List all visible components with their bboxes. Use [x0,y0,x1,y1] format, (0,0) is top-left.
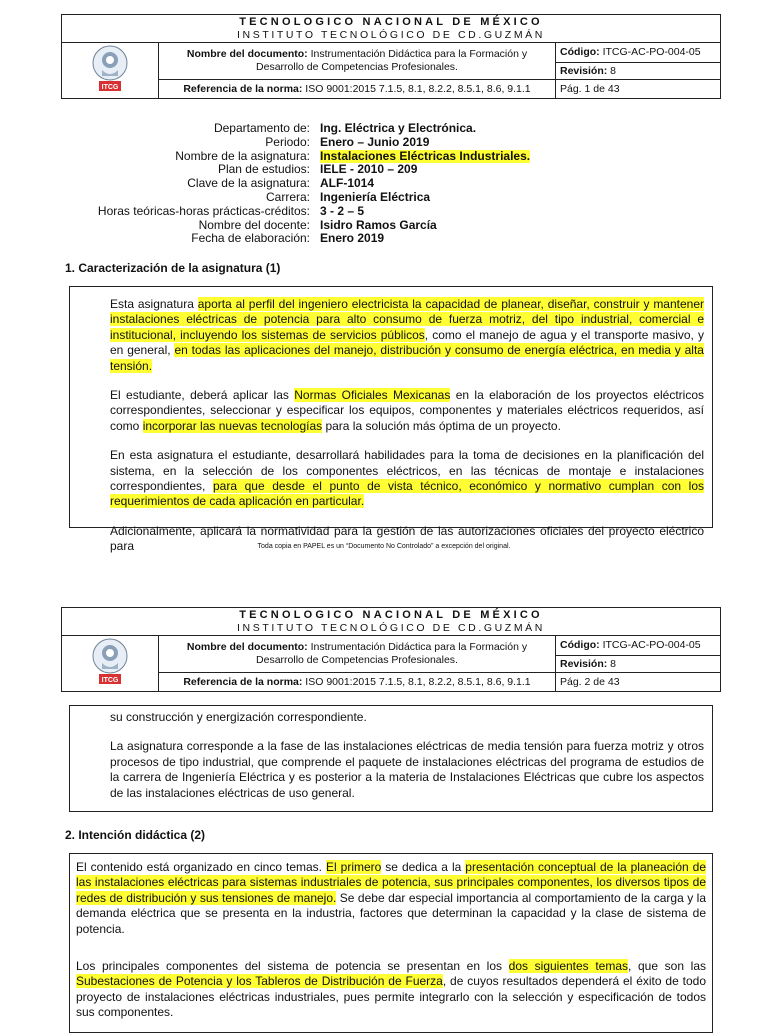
info-row [0,191,768,205]
paragraph: Esta asignatura aporta al perfil del ingeniero electricista la capacidad de planear, diseñar, construir y mantener instalaciones eléctricas de potencia para alto consumo de fuerza motriz, del tipo industrial, comercial e institucional, incluyendo los sistemas de servicios públicos, como el manejo de agua y el transporte masivo, y en general, en todas las aplicaciones del manejo, distribución y consumo de energía eléctrica, en media y alta tensión. [110,297,705,373]
info-value: Ingeniería Eléctrica [320,189,431,204]
norm-reference-cell [159,80,556,99]
document-name-value: Instrumentación Didáctica para la Formación y Desarrollo de Competencias Profesionales. [256,48,528,74]
section-heading-didactic-intention: 2. Intención didáctica (2) [65,828,206,842]
revision-label: Revisión: [560,658,608,671]
revision-value: 8 [607,65,617,78]
info-value: Enero 2019 [320,231,385,246]
paragraph: su construcción y energización correspondiente. [110,710,367,724]
info-row [0,136,768,150]
document-name-cell [159,636,556,673]
info-value: Enero – Junio 2019 [320,134,430,149]
code-label: Código: [560,639,600,652]
info-label: Nombre de la asignatura: [175,148,310,163]
info-label: Horas teóricas-horas prácticas-créditos: [97,203,310,218]
institution-national-name: TECNOLOGICO NACIONAL DE MÉXICO [239,16,543,28]
institution-cell [62,15,721,43]
paragraph: Adicionalmente, aplicará la normatividad para la gestión de las autorizaciones oficiales del proyecto eléctrico para [110,523,704,554]
info-label: Clave de la asignatura: [187,176,310,191]
info-value: Isidro Ramos García [320,217,437,232]
page-number: Pág. 2 de 43 [560,676,620,689]
info-value: ALF-1014 [320,176,375,191]
revision-value: 8 [607,658,617,671]
page-number-cell [556,80,721,99]
info-label: Departamento de: [213,121,310,135]
norm-reference-cell [159,673,556,692]
paragraph: Los principales componentes del sistema de potencia se presentan en los dos siguientes temas, que son las Subestaciones de Potencia y los Tableros de Distribución de Fuerza, de cuyos resultados dependerá el éxito de todo proyecto de instalaciones eléctricas industriales, pues permite integrarlo con la selección y especificación de todos sus componentes. [76,959,706,1020]
svg-text:ITCG: ITCG [101,84,119,91]
norm-reference-value: ISO 9001:2015 7.1.5, 8.1, 8.2.2, 8.5.1, 8.6, 9.1.1 [302,83,531,96]
info-label: Fecha de elaboración: [191,231,310,246]
info-row [0,205,768,219]
course-info-block [0,122,768,246]
section-heading-characterization: 1. Caracterización de la asignatura (1) [65,261,281,275]
revision-label: Revisión: [560,65,608,78]
code-value: ITCG-AC-PO-004-05 [599,639,701,652]
svg-text:ITCG: ITCG [101,677,119,684]
info-row [0,163,768,177]
code-cell [556,43,721,63]
norm-reference-label: Referencia de la norma: [183,83,303,96]
itcg-logo-icon [88,637,132,687]
paragraph: El contenido está organizado en cinco temas. El primero se dedica a la presentación conceptual de la planeación de las instalaciones eléctricas para sistemas industriales de potencia, sus principales componentes, los diversos tipos de redes de distribución y sus tensiones de manejo. Se debe dar especial importancia al comportamiento de la carga y la demanda eléctrica que se presenta en la industria, factores que determinan la capacidad y la clase de sistema de potencia. [76,860,707,936]
info-row [0,232,768,246]
info-label: Carrera: [265,189,310,204]
code-value: ITCG-AC-PO-004-05 [599,46,701,59]
norm-reference-label: Referencia de la norma: [183,676,303,689]
info-value: Ing. Eléctrica y Electrónica. [320,121,477,135]
info-row [0,177,768,191]
code-cell [556,636,721,656]
itcg-logo-icon [88,44,132,94]
institution-national-name: TECNOLOGICO NACIONAL DE MÉXICO [239,609,543,621]
info-label: Plan de estudios: [217,162,310,177]
info-row [0,219,768,233]
characterization-text-box-continued [69,705,713,812]
page-number: Pág. 1 de 43 [560,83,620,96]
paragraph: La asignatura corresponde a la fase de las instalaciones eléctricas de media tensión para fuerza motriz y otros procesos de tipo industrial, que comprende el paquete de instalaciones eléctricas del programa de estudios de la carrera de Ingeniería Eléctrica y es posterior a la materia de Instalaciones Eléctricas que cubre los aspectos de las instalaciones eléctricas de uso general. [110,739,704,800]
document-name-value: Instrumentación Didáctica para la Formación y Desarrollo de Competencias Profesionales. [256,641,528,667]
revision-cell [556,62,721,80]
logo-cell [62,43,159,99]
info-label: Nombre del docente: [198,217,310,232]
document-name-label: Nombre del documento: [186,48,308,61]
paragraph: El estudiante, deberá aplicar las Normas Oficiales Mexicanas en la elaboración de los proyectos eléctricos correspondientes, seleccionar y especificar los equipos, componentes y materiales eléctricos requeridos, así como incorporar las nuevas tecnologías para la solución más óptima de un proyecto. [110,388,705,433]
info-label: Periodo: [265,134,310,149]
info-value: 3 - 2 – 5 [320,203,365,218]
document-header-page-2 [61,607,721,692]
info-value: Instalaciones Eléctricas Industriales. [320,148,531,163]
revision-cell [556,655,721,673]
document-name-label: Nombre del documento: [186,641,308,654]
page-number-cell [556,673,721,692]
institution-local-name: INSTITUTO TECNOLÓGICO DE CD.GUZMÁN [237,29,545,41]
norm-reference-value: ISO 9001:2015 7.1.5, 8.1, 8.2.2, 8.5.1, 8.6, 9.1.1 [302,676,531,689]
info-row [0,150,768,164]
info-row [0,122,768,136]
logo-cell [62,636,159,692]
paragraph: En esta asignatura el estudiante, desarrollará habilidades para la toma de decisiones en la planificación del sistema, en la selección de los componentes eléctricos, en las técnicas de montaje e instalaciones correspondientes, para que desde el punto de vista técnico, económico y normativo cumplan con los requerimientos de cada aplicación en particular. [110,448,704,509]
document-name-cell [159,43,556,80]
didactic-intention-text-box [69,853,713,1033]
institution-local-name: INSTITUTO TECNOLÓGICO DE CD.GUZMÁN [237,622,545,634]
code-label: Código: [560,46,600,59]
info-value: IELE - 2010 – 209 [320,162,418,177]
institution-cell [62,608,721,636]
document-header-page-1 [61,14,721,99]
uncontrolled-copy-note: Toda copia en PAPEL es un “Documento No Controlado” a excepción del original. [257,543,511,550]
